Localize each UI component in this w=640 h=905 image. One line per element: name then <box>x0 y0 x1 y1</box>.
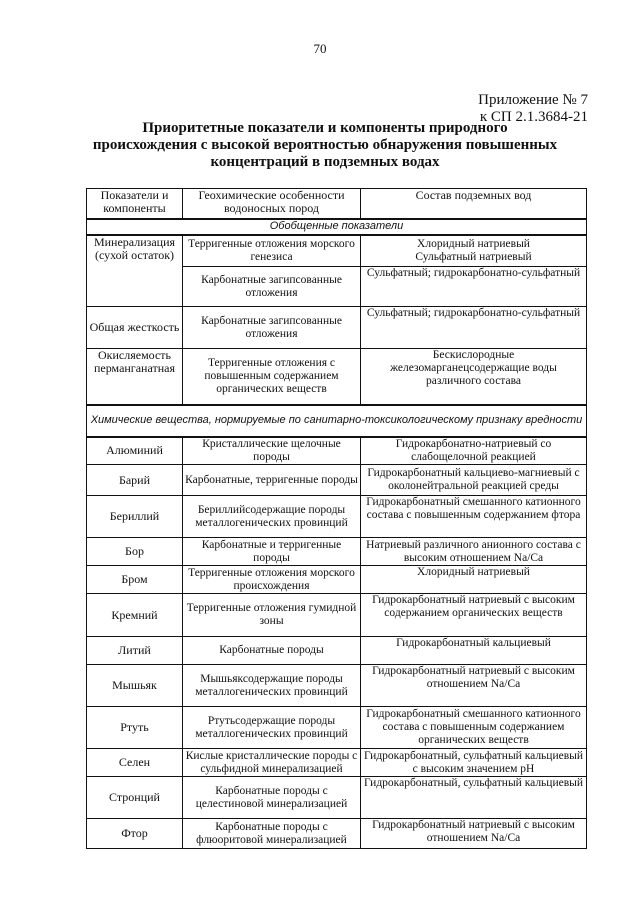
document-title <box>80 120 570 171</box>
rock-cell: Ртутьсодержащие породы металлогенических провинций <box>183 707 361 749</box>
table-row <box>87 707 587 749</box>
table-header-row <box>87 189 587 219</box>
water-cell: Гидрокарбонатный кальциевый <box>361 637 587 665</box>
rock-cell: Терригенные отложения морского генезиса <box>183 235 361 267</box>
component-name: Кремний <box>87 594 183 637</box>
indicator-hardness: Общая жесткость <box>87 307 183 349</box>
water-cell: Хлоридный натриевый <box>361 566 587 594</box>
rock-cell: Карбонатные загипсованные отложения <box>183 267 361 307</box>
table-row <box>87 819 587 849</box>
water-cell: Сульфатный; гидрокарбонатно-сульфатный <box>361 307 587 349</box>
indicator-mineralization: Минерализация (сухой остаток) <box>87 235 183 307</box>
rock-cell: Терригенные отложения морского происхождения <box>183 566 361 594</box>
appendix-line-2: к СП 2.1.3684-21 <box>479 109 588 125</box>
water-cell: Натриевый различного анионного состава с высоким отношением Na/Ca <box>361 538 587 566</box>
section-title-generalized: Обобщенные показатели <box>87 219 587 235</box>
component-name: Мышьяк <box>87 665 183 707</box>
rock-cell: Мышьяксодержащие породы металлогенических провинций <box>183 665 361 707</box>
section-title-chemicals: Химические вещества, нормируемые по санитарно-токсикологическому признаку вредности <box>87 405 587 437</box>
table-row <box>87 777 587 819</box>
table-row <box>87 637 587 665</box>
water-cell: Гидрокарбонатный, сульфатный кальциевый <box>361 777 587 819</box>
rock-cell: Карбонатные породы <box>183 637 361 665</box>
page-number: 70 <box>313 41 327 56</box>
section-row-chemicals <box>87 405 587 437</box>
table-row <box>87 349 587 405</box>
component-name: Литий <box>87 637 183 665</box>
table-row <box>87 566 587 594</box>
water-cell: Гидрокарбонатный натриевый с высоким содержанием органических веществ <box>361 594 587 637</box>
component-name: Бор <box>87 538 183 566</box>
rock-cell: Терригенные отложения гумидной зоны <box>183 594 361 637</box>
appendix-line-1: Приложение № 7 <box>478 92 588 108</box>
header-indicators: Показатели и компоненты <box>87 189 183 219</box>
component-name: Стронций <box>87 777 183 819</box>
table-row <box>87 496 587 538</box>
table-row <box>87 465 587 496</box>
rock-cell: Карбонатные породы с флюоритовой минерализацией <box>183 819 361 849</box>
component-name: Бериллий <box>87 496 183 538</box>
rock-cell: Кристаллические щелочные породы <box>183 437 361 465</box>
component-name: Ртуть <box>87 707 183 749</box>
component-name: Селен <box>87 749 183 777</box>
table-row <box>87 665 587 707</box>
rock-cell: Карбонатные, терригенные породы <box>183 465 361 496</box>
water-cell: Бескислородные железомарганецсодержащие воды различного состава <box>361 349 587 405</box>
water-cell: Сульфатный; гидрокарбонатно-сульфатный <box>361 267 587 307</box>
component-name: Фтор <box>87 819 183 849</box>
water-line: Сульфатный натриевый <box>415 250 532 263</box>
water-cell: Гидрокарбонатный кальциево-магниевый с околонейтральной реакцией среды <box>361 465 587 496</box>
table-row <box>87 235 587 267</box>
indicator-oxidizability: Окисляемость перманганатная <box>87 349 183 405</box>
section-row-generalized <box>87 219 587 235</box>
component-name: Алюминий <box>87 437 183 465</box>
rock-cell: Карбонатные породы с целестиновой минерализацией <box>183 777 361 819</box>
table-row <box>87 538 587 566</box>
water-cell <box>361 235 587 267</box>
rock-cell: Кислые кристаллические породы с сульфидной минерализацией <box>183 749 361 777</box>
component-name: Бром <box>87 566 183 594</box>
water-cell: Гидрокарбонатно-натриевый со слабощелочной реакцией <box>361 437 587 465</box>
table-row <box>87 307 587 349</box>
rock-cell: Карбонатные и терригенные породы <box>183 538 361 566</box>
water-cell: Гидрокарбонатный смешанного катионного состава с повышенным содержанием органических веществ <box>361 707 587 749</box>
title-line-2: происхождения с высокой вероятностью обнаружения повышенных <box>92 137 558 153</box>
rock-cell: Терригенные отложения с повышенным содержанием органических веществ <box>183 349 361 405</box>
header-geochemistry: Геохимические особенности водоносных пород <box>183 189 361 219</box>
title-line-3: концентраций в подземных водах <box>210 154 440 170</box>
rock-cell: Бериллийсодержащие породы металлогенических провинций <box>183 496 361 538</box>
table-row <box>87 594 587 637</box>
table-row <box>87 437 587 465</box>
water-cell: Гидрокарбонатный смешанного катионного состава с повышенным содержанием фтора <box>361 496 587 538</box>
header-water-composition: Состав подземных вод <box>361 189 587 219</box>
title-line-1: Приоритетные показатели и компоненты природного <box>142 120 508 136</box>
water-cell: Гидрокарбонатный натриевый с высоким отношением Na/Ca <box>361 665 587 707</box>
component-name: Барий <box>87 465 183 496</box>
rock-cell: Карбонатные загипсованные отложения <box>183 307 361 349</box>
indicators-table <box>86 188 587 849</box>
table-row <box>87 749 587 777</box>
water-line: Хлоридный натриевый <box>417 237 530 250</box>
water-cell: Гидрокарбонатный натриевый с высоким отношением Na/Ca <box>361 819 587 849</box>
water-cell: Гидрокарбонатный, сульфатный кальциевый с высоким значением pH <box>361 749 587 777</box>
